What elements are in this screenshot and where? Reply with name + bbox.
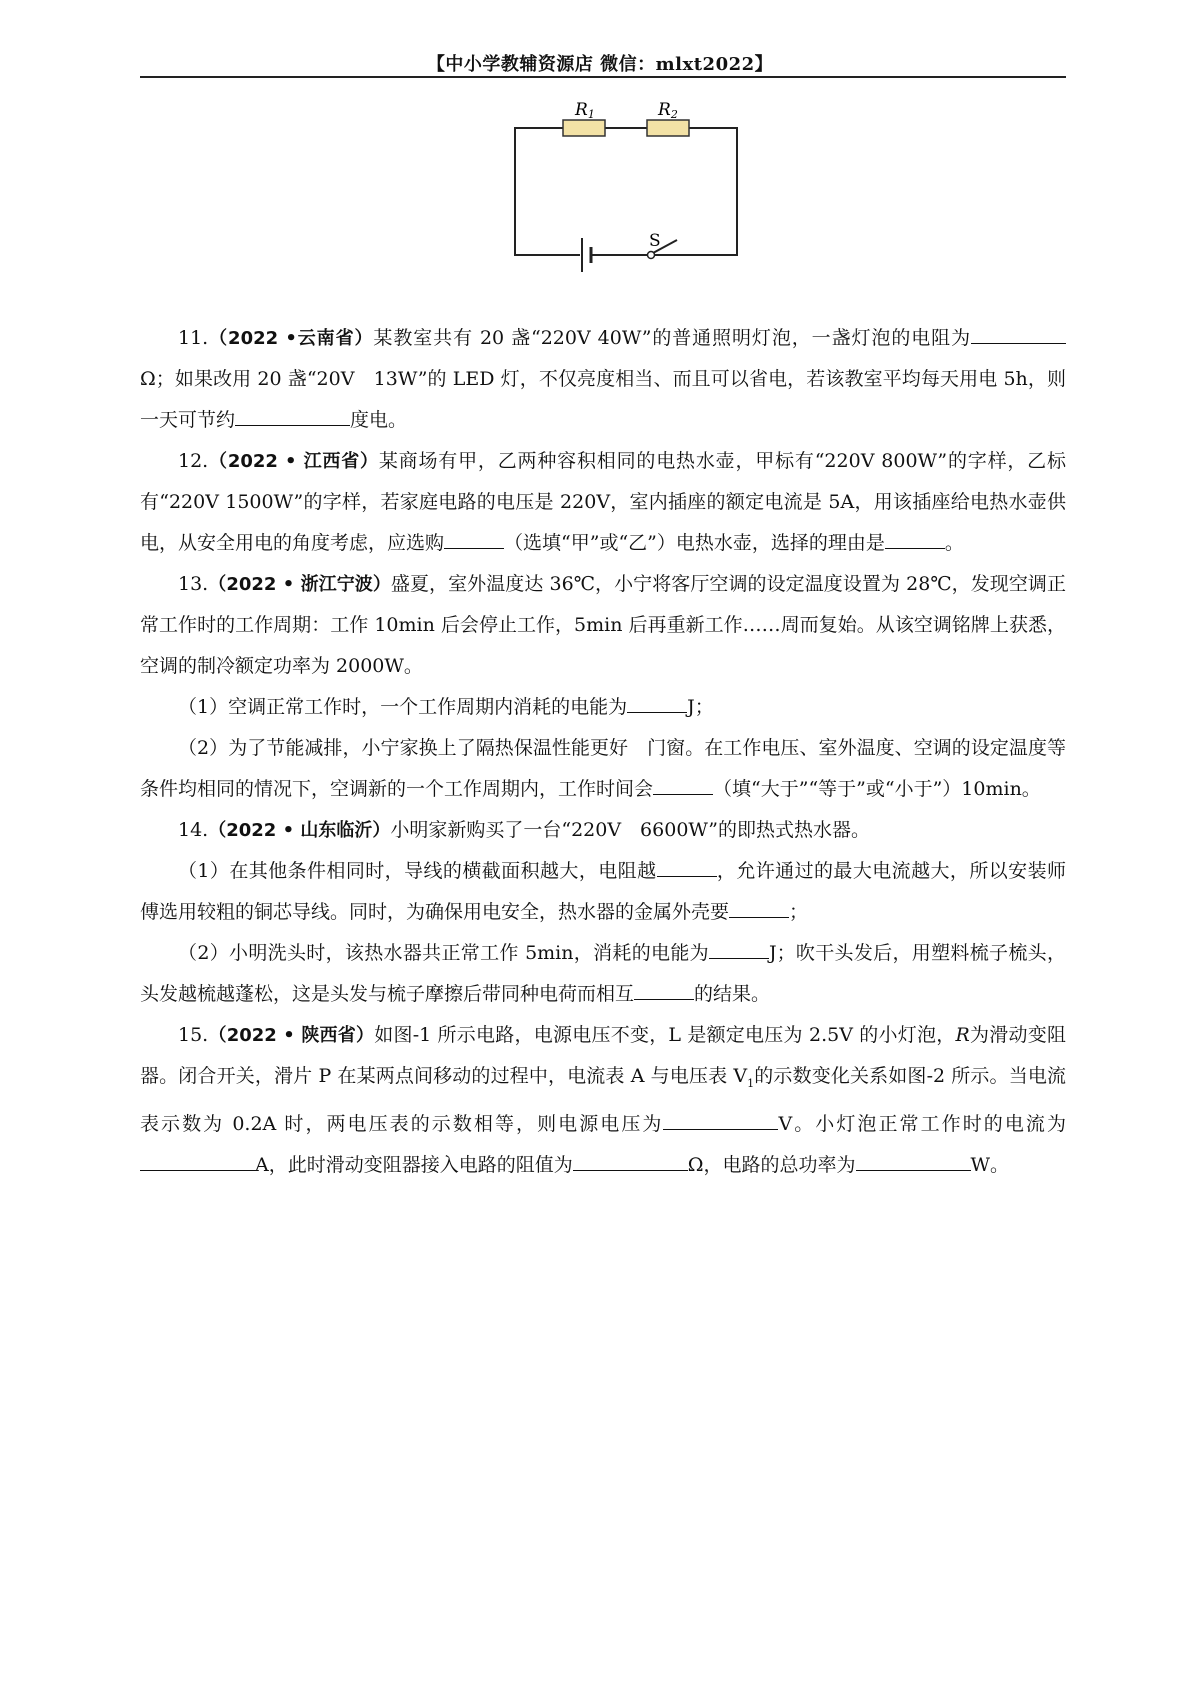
answer-blank[interactable]	[885, 528, 945, 549]
answer-blank[interactable]	[663, 1109, 778, 1130]
answer-blank[interactable]	[657, 856, 717, 877]
answer-blank[interactable]	[653, 774, 713, 795]
question-15: 15.（2022 • 陕西省）如图-1 所示电路，电源电压不变，L 是额定电压为 2.5V 的小灯泡，R为滑动变阻器。闭合开关，滑片 P 在某两点间移动的过程中，电流表 A 与电压表 $V_1$的示数变化关系如图-2 所示。当电流表示数为 0.2A 时，两电压表的示数相等，则电源电压为 V。小灯泡正常工作时的电流为A，此时滑动变阻器接入电路的阻值为 Ω，电路的总功率为 W。	[140, 1024, 1066, 1176]
answer-blank[interactable]	[709, 938, 769, 959]
question-13-part-2: （2）为了节能减排，小宁家换上了隔热保温性能更好 门窗。在工作电压、室外温度、空调的设定温度等条件均相同的情况下，空调新的一个工作周期内，工作时间会 （填“大于”“等于”或“小于”）10min。	[140, 737, 1066, 800]
answer-blank[interactable]	[729, 897, 789, 918]
answer-blank[interactable]	[971, 323, 1066, 344]
question-14-part-1: （1）在其他条件相同时，导线的横截面积越大，电阻越 ，允许通过的最大电流越大，所以安装师傅选用较粗的铜芯导线。同时，为确保用电安全，热水器的金属外壳要 ；	[140, 851, 1066, 933]
question-14: 14.（2022 • 山东临沂）小明家新购买了一台“220V 6600W”的即热式热水器。	[178, 819, 871, 841]
label-r1: R1	[575, 100, 595, 121]
answer-blank[interactable]	[634, 979, 694, 1000]
question-14-part-2: （2）小明洗头时，该热水器共正常工作 5min，消耗的电能为 J；吹干头发后，用塑料梳子梳头，头发越梳越蓬松，这是头发与梳子摩擦后带同种电荷而相互 的结果。	[140, 933, 1066, 1015]
resistor-r1	[563, 120, 605, 136]
label-switch: S	[649, 231, 661, 251]
resistor-r2	[647, 120, 689, 136]
page-header: 【中小学教辅资源店 微信：mlxt2022】	[426, 54, 774, 75]
question-13: 13.（2022 • 浙江宁波）盛夏，室外温度达 36℃，小宁将客厅空调的设定温度设置为 28℃，发现空调正常工作时的工作周期：工作 10min 后会停止工作，5min 后再重新工作……周而复始。从该空调铭牌上获悉，空调的制冷额定功率为 2000W。	[140, 573, 1066, 677]
answer-blank[interactable]	[573, 1150, 688, 1171]
question-13-part-1: （1）空调正常工作时，一个工作周期内消耗的电能为 J；	[140, 687, 1066, 728]
header-rule	[140, 76, 1066, 78]
label-r2: R2	[658, 100, 678, 121]
question-list	[140, 318, 1066, 1186]
answer-blank[interactable]	[444, 528, 504, 549]
switch-pivot	[648, 252, 655, 259]
question-11: 11.（2022 •云南省）某教室共有 20 盏“220V 40W”的普通照明灯泡，一盏灯泡的电阻为Ω；如果改用 20 盏“20V 13W”的 LED 灯，不仅亮度相当、而且可以省电，若该教室平均每天用电 5h，则一天可节约 度电。	[140, 318, 1066, 441]
answer-blank[interactable]	[627, 692, 687, 713]
question-12: 12.（2022 • 江西省）某商场有甲，乙两种容积相同的电热水壶，甲标有“220V 800W”的字样，乙标有“220V 1500W”的字样，若家庭电路的电压是 220V，室内插座的额定电流是 5A，用该插座给电热水壶供电，从安全用电的角度考虑，应选购 （选填“甲”或“乙”）电热水壶，选择的理由是 。	[140, 450, 1066, 554]
circuit-diagram	[505, 100, 745, 300]
answer-blank[interactable]	[140, 1150, 255, 1171]
answer-blank[interactable]	[235, 405, 350, 426]
answer-blank[interactable]	[856, 1150, 971, 1171]
